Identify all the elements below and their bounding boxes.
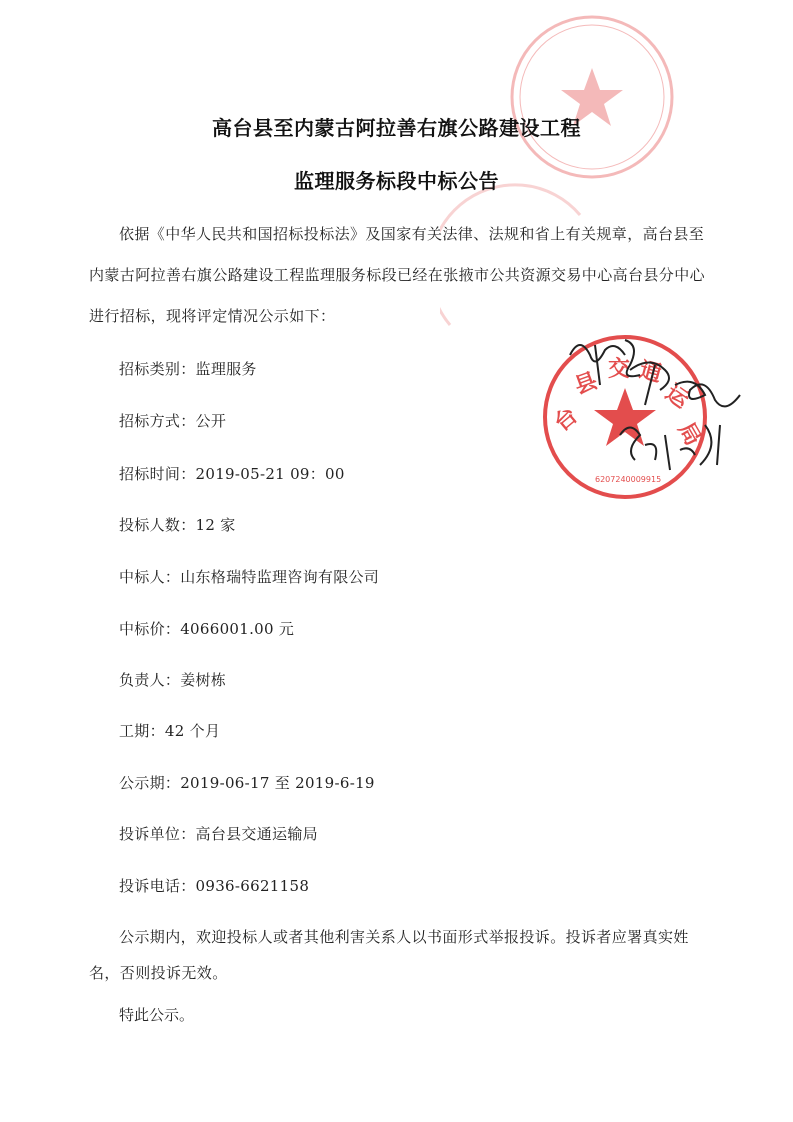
field-label: 招标类别：: [119, 360, 196, 378]
field-label: 投诉电话：: [119, 877, 196, 895]
field-label: 公示期：: [119, 774, 181, 792]
handwritten-signature: [555, 325, 755, 505]
field-label: 投诉单位：: [119, 825, 196, 843]
field-value: 监理服务: [195, 360, 257, 378]
field-duration: [119, 720, 220, 741]
svg-text:运: 运: [660, 380, 693, 414]
field-label: 中标人：: [119, 568, 181, 586]
svg-text:6207240009915: 6207240009915: [595, 475, 662, 484]
field-label: 投标人数：: [119, 516, 196, 534]
field-value: 42 个月: [164, 722, 221, 740]
svg-text:县: 县: [571, 368, 601, 400]
title-line-2: 监理服务标段中标公告: [294, 169, 499, 193]
field-value: 2019-06-17 至 2019-6-19: [180, 774, 375, 792]
field-value: 12 家: [195, 516, 236, 534]
field-complaint-phone: [119, 875, 309, 896]
field-value: 姜树栋: [180, 671, 227, 689]
closing-paragraph: 公示期内，欢迎投标人或者其他利害关系人以书面形式举报投诉。投诉者应署真实姓名，否则投诉无效。: [89, 928, 689, 982]
field-bidder-count: [119, 514, 236, 535]
field-label: 负责人：: [119, 671, 181, 689]
field-value: 4066001.00 元: [180, 620, 295, 638]
field-publicity-period: [119, 772, 375, 793]
field-bidding-time: [119, 463, 345, 484]
title-line-1: 高台县至内蒙古阿拉善右旗公路建设工程: [212, 116, 581, 140]
field-value: 2019-05-21 09：00: [195, 465, 345, 483]
svg-text:局: 局: [672, 418, 706, 451]
field-label: 工期：: [119, 722, 165, 740]
field-label: 招标时间：: [119, 465, 196, 483]
field-bidding-category: [119, 358, 257, 379]
svg-text:台: 台: [549, 403, 583, 437]
field-label: 中标价：: [119, 620, 181, 638]
seal-top-stamp: [505, 10, 680, 185]
svg-text:通: 通: [636, 357, 665, 388]
field-label: 招标方式：: [119, 412, 196, 430]
field-winning-bidder: [119, 566, 379, 587]
field-value: 山东格瑞特监理咨询有限公司: [180, 568, 380, 586]
field-winning-price: [119, 618, 294, 639]
field-value: 高台县交通运输局: [195, 825, 318, 843]
field-person-in-charge: [119, 669, 226, 690]
field-bidding-method: [119, 410, 226, 431]
field-complaint-unit: [119, 823, 318, 844]
field-value: 0936-6621158: [195, 877, 310, 895]
svg-text:交: 交: [608, 357, 631, 382]
closing-remark: 特此公示。: [119, 1006, 195, 1024]
intro-paragraph: 依据《中华人民共和国招标投标法》及国家有关法律、法规和省上有关规章，高台县至内蒙古阿拉善右旗公路建设工程监理服务标段已经在张掖市公共资源交易中心高台县分中心进行招标，现将评定情况公示如下：: [89, 225, 706, 325]
field-value: 公开: [195, 412, 227, 430]
